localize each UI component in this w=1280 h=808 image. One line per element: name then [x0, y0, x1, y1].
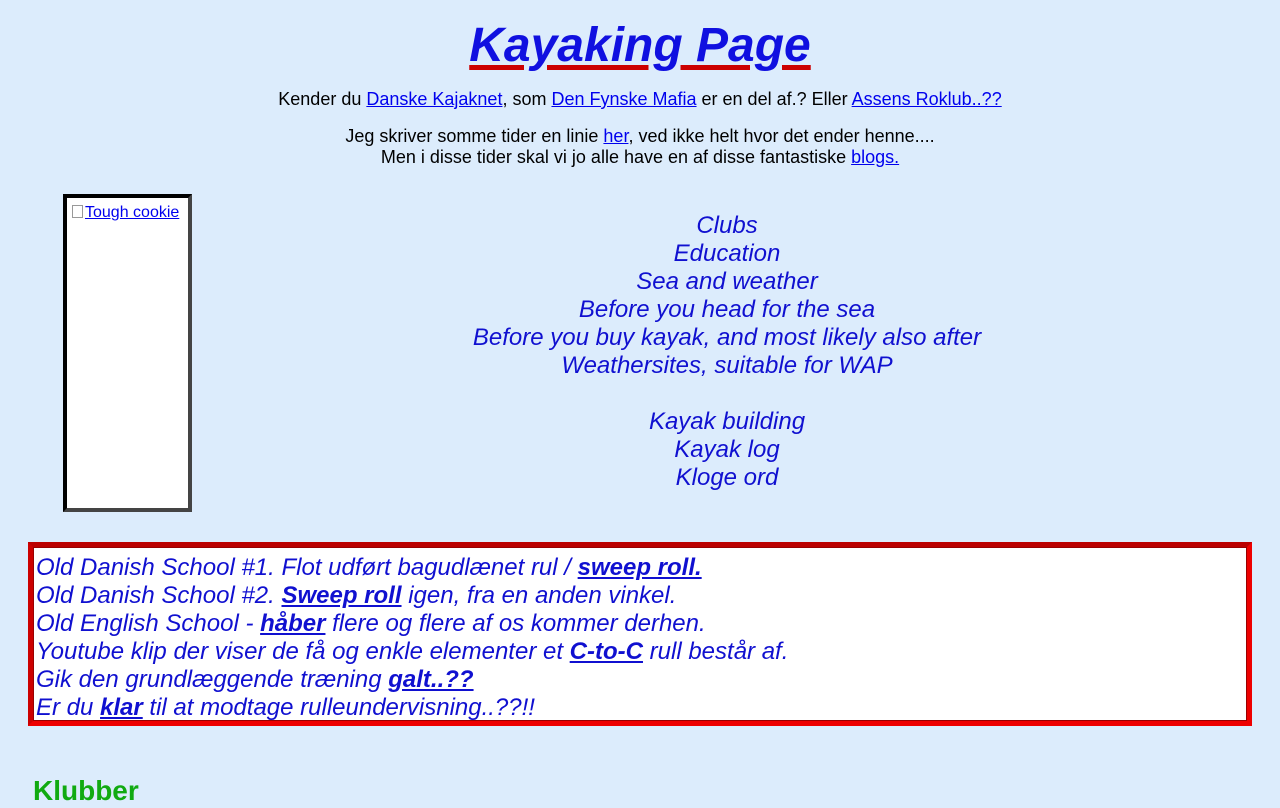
intro-text: , ved ikke helt hvor det ender henne....	[628, 126, 935, 146]
nav-item-weathersites-wap[interactable]: Weathersites, suitable for WAP	[561, 352, 893, 379]
nav-item-kayak-building[interactable]: Kayak building	[648, 408, 806, 435]
nav-item-education[interactable]: Education	[673, 240, 781, 267]
roll-text: Old Danish School #2.	[36, 582, 282, 609]
tough-cookie-image-frame	[63, 194, 192, 512]
fynske-mafia-link[interactable]: Den Fynske Mafia	[551, 89, 697, 109]
broken-image-icon	[72, 205, 83, 218]
roll-text: til at modtage rulleundervisning..??!!	[142, 694, 535, 721]
page-title-link[interactable]: Kayaking Page	[469, 19, 811, 72]
c-to-c-link[interactable]: C-to-C	[569, 638, 643, 665]
sweep-roll-link-1[interactable]: sweep roll.	[577, 554, 702, 581]
roll-text: Old English School -	[36, 610, 261, 637]
roll-item	[36, 666, 1246, 694]
nav-item-kloge-ord[interactable]: Kloge ord	[675, 464, 779, 491]
nav-item-before-sea[interactable]: Before you head for the sea	[578, 296, 876, 323]
roll-item	[36, 582, 1246, 610]
intro-paragraph	[0, 126, 1280, 168]
nav-item-before-buy-kayak[interactable]: Before you buy kayak, and most likely also after	[472, 324, 982, 351]
roll-item	[36, 610, 1246, 638]
roll-item	[36, 694, 1246, 722]
nav-spacer	[360, 380, 1094, 408]
haber-link[interactable]: håber	[260, 610, 326, 637]
topic-nav	[360, 212, 1094, 492]
nav-item-clubs[interactable]: Clubs	[696, 212, 758, 239]
her-link[interactable]: her	[603, 126, 629, 146]
blogs-link[interactable]: blogs.	[851, 147, 900, 167]
image-alt-text: Tough cookie	[85, 204, 180, 221]
roll-text: Er du	[36, 694, 101, 721]
roll-text: igen, fra en anden vinkel.	[401, 582, 677, 609]
intro-text: Jeg skriver somme tider en linie	[345, 126, 604, 146]
roll-text: rull består af.	[642, 638, 789, 665]
intro-text: Men i disse tider skal vi jo alle have en af disse fantastiske	[380, 147, 852, 167]
galt-link[interactable]: galt..??	[388, 666, 474, 693]
roll-text: Old Danish School #1. Flot udført bagudlænet rul /	[36, 554, 578, 581]
intro-text: Kender du	[278, 89, 367, 109]
roll-item	[36, 638, 1246, 666]
sweep-roll-link-2[interactable]: Sweep roll	[281, 582, 402, 609]
klar-link[interactable]: klar	[100, 694, 143, 721]
section-heading-klubber: Klubber	[33, 775, 139, 806]
roll-item	[36, 554, 1246, 582]
roll-text: Gik den grundlæggende træning	[36, 666, 389, 693]
intro-line-3	[0, 147, 1280, 168]
roll-text: Youtube klip der viser de få og enkle elementer et	[36, 638, 570, 665]
assens-roklub-link[interactable]: Assens Roklub..??	[851, 89, 1002, 109]
intro-text: er en del af.? Eller	[696, 89, 852, 109]
roll-videos-list	[34, 548, 1246, 720]
intro-line-1	[0, 89, 1280, 109]
roll-text: flere og flere af os kommer derhen.	[325, 610, 706, 637]
page-header	[0, 18, 1280, 74]
nav-item-kayak-log[interactable]: Kayak log	[674, 436, 780, 463]
roll-videos-box	[28, 542, 1252, 726]
intro-text: , som	[502, 89, 552, 109]
nav-item-sea-and-weather[interactable]: Sea and weather	[636, 268, 818, 295]
danske-kajaknet-link[interactable]: Danske Kajaknet	[366, 89, 503, 109]
intro-line-2	[0, 126, 1280, 147]
tough-cookie-image-link[interactable]	[72, 204, 179, 222]
